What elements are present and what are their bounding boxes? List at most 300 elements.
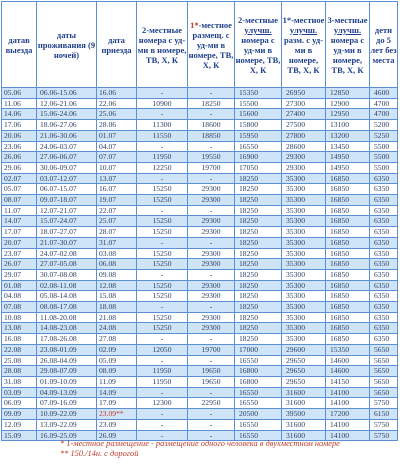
table-cell: 01.09-10.09 — [37, 376, 97, 387]
table-row — [2, 269, 398, 280]
table-cell: 31600 — [282, 430, 326, 441]
table-row — [2, 312, 398, 323]
table-cell: 05.09 — [97, 355, 137, 366]
table-cell: 6350 — [370, 205, 398, 216]
table-cell: 23.09 — [97, 419, 137, 430]
table-cell: 39500 — [282, 409, 326, 420]
table-cell: 35300 — [282, 248, 326, 259]
table-cell: 15250 — [137, 184, 188, 195]
footnotes — [60, 439, 390, 459]
table-cell: 23.08-01.09 — [37, 344, 97, 355]
table-cell: 26.07 — [2, 259, 37, 270]
table-cell: 5650 — [370, 387, 398, 398]
table-cell: 35300 — [282, 312, 326, 323]
table-cell: 35300 — [282, 259, 326, 270]
table-cell: 15250 — [137, 312, 188, 323]
table-cell: 16.09-25.09 — [37, 430, 97, 441]
table-row — [2, 409, 398, 420]
table-cell: 29300 — [188, 248, 235, 259]
header-triple-improved — [326, 2, 370, 88]
table-cell: 17.08-26.08 — [37, 334, 97, 345]
table-cell: 29300 — [188, 195, 235, 206]
double-improved-b: номера с уд-ми в номере, ТВ, Х, К — [235, 34, 281, 75]
table-cell: 17200 — [326, 409, 370, 420]
table-cell: 15250 — [137, 227, 188, 238]
table-cell: 25.06 — [97, 109, 137, 120]
table-cell: - — [188, 419, 235, 430]
table-cell: 14.09 — [97, 387, 137, 398]
table-cell: 29300 — [188, 291, 235, 302]
table-cell: 02.09 — [97, 344, 137, 355]
table-cell: 13.07 — [97, 173, 137, 184]
table-cell: 18.06-27.06 — [37, 120, 97, 131]
table-cell: 12.07-21.07 — [37, 205, 97, 216]
table-cell: 16550 — [235, 430, 282, 441]
table-cell: 08.08-17.08 — [37, 302, 97, 313]
table-cell: 16850 — [326, 302, 370, 313]
table-cell: 16850 — [326, 248, 370, 259]
table-cell: 16850 — [326, 227, 370, 238]
table-cell: 29300 — [282, 162, 326, 173]
table-cell: 27.07-05.08 — [37, 259, 97, 270]
header-children: дети до 5 лет без места — [370, 2, 398, 88]
table-cell: 15600 — [235, 109, 282, 120]
table-cell: 29650 — [282, 366, 326, 377]
table-cell: 06.07-15.07 — [37, 184, 97, 195]
table-row — [2, 323, 398, 334]
table-cell: 15350 — [326, 344, 370, 355]
table-cell: 16900 — [235, 152, 282, 163]
table-cell: 28600 — [282, 141, 326, 152]
table-cell: 14100 — [326, 387, 370, 398]
table-cell: 14.06 — [2, 109, 37, 120]
table-row — [2, 130, 398, 141]
table-cell: 16550 — [235, 387, 282, 398]
table-cell: 15.07-24.07 — [37, 216, 97, 227]
table-cell: 16850 — [326, 269, 370, 280]
table-cell: 27500 — [282, 120, 326, 131]
table-cell: 18250 — [235, 216, 282, 227]
table-cell: 05.07 — [2, 184, 37, 195]
table-cell: 31.07 — [97, 237, 137, 248]
table-cell: 18250 — [235, 291, 282, 302]
table-row — [2, 302, 398, 313]
table-cell: 10.07 — [97, 162, 137, 173]
table-cell: 31600 — [282, 419, 326, 430]
table-row — [2, 227, 398, 238]
table-cell: 5650 — [370, 376, 398, 387]
table-cell: 16550 — [235, 398, 282, 409]
table-cell: 11.07 — [2, 205, 37, 216]
table-cell: 18850 — [188, 130, 235, 141]
table-cell: 13200 — [326, 130, 370, 141]
table-cell: - — [137, 387, 188, 398]
table-cell: 27800 — [282, 130, 326, 141]
table-cell: 07.08 — [2, 302, 37, 313]
table-cell: - — [137, 205, 188, 216]
table-row — [2, 120, 398, 131]
table-cell: 15250 — [137, 291, 188, 302]
table-cell: 18250 — [235, 280, 282, 291]
table-cell: 16.08 — [2, 334, 37, 345]
table-cell: 10.09-22.09 — [37, 409, 97, 420]
table-cell: 18250 — [235, 248, 282, 259]
table-cell: 31.08 — [2, 376, 37, 387]
table-cell: 29600 — [282, 344, 326, 355]
table-row — [2, 184, 398, 195]
table-cell: 15500 — [235, 98, 282, 109]
table-cell: - — [188, 430, 235, 441]
table-cell: 16550 — [235, 419, 282, 430]
table-cell: - — [137, 109, 188, 120]
table-cell: 27.06-06.07 — [37, 152, 97, 163]
table-cell: 02.07 — [2, 173, 37, 184]
table-cell: 15950 — [235, 130, 282, 141]
table-cell: 14100 — [326, 430, 370, 441]
table-row — [2, 248, 398, 259]
table-cell: 30.07-08.08 — [37, 269, 97, 280]
table-row — [2, 216, 398, 227]
table-cell: 15.06-24.06 — [37, 109, 97, 120]
table-row — [2, 162, 398, 173]
table-cell: 27.08 — [97, 334, 137, 345]
table-cell: 16800 — [235, 366, 282, 377]
triple-improved-b: номера с уд-ми в номере, ТВ, Х, К — [330, 34, 365, 75]
table-cell: 24.07-02.08 — [37, 248, 97, 259]
table-cell: 11550 — [137, 130, 188, 141]
table-cell: 07.07 — [97, 152, 137, 163]
table-cell: 17000 — [235, 344, 282, 355]
double-improved-a: 2-местные — [237, 14, 278, 25]
table-cell: 19650 — [188, 376, 235, 387]
table-cell: 09.07-18.07 — [37, 195, 97, 206]
table-cell: 15350 — [235, 88, 282, 99]
table-cell: 16850 — [326, 259, 370, 270]
single-improved-u: улучш. — [289, 24, 318, 35]
table-cell: 5750 — [370, 419, 398, 430]
table-cell: 11950 — [137, 366, 188, 377]
table-cell: 5500 — [370, 162, 398, 173]
table-cell: 6350 — [370, 323, 398, 334]
table-cell: - — [188, 334, 235, 345]
table-cell: 6350 — [370, 227, 398, 238]
table-cell: 29300 — [188, 280, 235, 291]
table-cell: 14950 — [326, 162, 370, 173]
table-cell: 35300 — [282, 302, 326, 313]
table-cell: - — [188, 141, 235, 152]
table-cell: 6350 — [370, 312, 398, 323]
table-cell: 15250 — [137, 323, 188, 334]
table-cell: 35300 — [282, 227, 326, 238]
price-table — [1, 1, 398, 441]
table-cell: 22.08 — [2, 344, 37, 355]
table-cell: 09.09 — [2, 409, 37, 420]
table-cell: - — [188, 269, 235, 280]
table-cell: 29300 — [188, 323, 235, 334]
table-cell: 18.07-27.07 — [37, 227, 97, 238]
table-cell: 25.07 — [97, 216, 137, 227]
table-cell: 29300 — [188, 216, 235, 227]
table-cell: 6350 — [370, 259, 398, 270]
table-cell: 10900 — [137, 98, 188, 109]
table-cell: 6350 — [370, 237, 398, 248]
header-single-improved — [282, 2, 326, 88]
table-cell: 14950 — [326, 152, 370, 163]
table-cell: 01.07 — [97, 130, 137, 141]
table-cell: - — [188, 355, 235, 366]
table-cell: 6350 — [370, 334, 398, 345]
table-cell: - — [188, 237, 235, 248]
table-cell: 29.06 — [2, 162, 37, 173]
table-cell: 6350 — [370, 216, 398, 227]
table-row — [2, 334, 398, 345]
table-cell: - — [137, 88, 188, 99]
single-room-star: 1* — [190, 19, 199, 30]
table-cell: 16.06 — [97, 88, 137, 99]
table-cell: 28.08 — [2, 366, 37, 377]
table-cell: 21.07-30.07 — [37, 237, 97, 248]
table-cell: 28.07 — [97, 227, 137, 238]
table-cell: 13100 — [326, 120, 370, 131]
table-cell: 14100 — [326, 398, 370, 409]
table-cell: 6350 — [370, 280, 398, 291]
table-cell: 06.08 — [97, 259, 137, 270]
table-cell: - — [188, 88, 235, 99]
table-cell: 21.08 — [97, 312, 137, 323]
table-cell: 26.06 — [2, 152, 37, 163]
table-cell: 15250 — [137, 248, 188, 259]
table-cell: 20.06 — [2, 130, 37, 141]
table-row — [2, 366, 398, 377]
table-cell: 4700 — [370, 109, 398, 120]
table-cell: 18250 — [235, 195, 282, 206]
table-cell: 16850 — [326, 291, 370, 302]
table-cell: 5500 — [370, 141, 398, 152]
table-cell: 18250 — [235, 227, 282, 238]
table-cell: 35300 — [282, 334, 326, 345]
single-improved-a: 1*-местное — [282, 14, 325, 25]
table-cell: 19550 — [188, 152, 235, 163]
table-cell: 12300 — [137, 398, 188, 409]
table-cell: 12950 — [326, 109, 370, 120]
table-cell: 15250 — [137, 280, 188, 291]
table-cell: 17.09 — [97, 398, 137, 409]
table-cell: - — [137, 409, 188, 420]
table-cell: 12.09 — [2, 419, 37, 430]
table-cell: 13.08 — [2, 323, 37, 334]
table-row — [2, 237, 398, 248]
table-cell: 03.07-12.07 — [37, 173, 97, 184]
table-cell: 18250 — [235, 323, 282, 334]
table-cell: 04.08 — [2, 291, 37, 302]
table-cell: 04.09-13.09 — [37, 387, 97, 398]
table-cell: 14600 — [326, 355, 370, 366]
table-cell: 16850 — [326, 280, 370, 291]
table-cell: 15250 — [137, 216, 188, 227]
table-cell: 14.08-23.08 — [37, 323, 97, 334]
table-cell: 15250 — [137, 259, 188, 270]
table-cell: 6350 — [370, 195, 398, 206]
table-cell: 18250 — [235, 334, 282, 345]
table-cell: 35300 — [282, 184, 326, 195]
triple-improved-a: 3-местные — [327, 14, 368, 25]
table-cell: 02.08-11.08 — [37, 280, 97, 291]
table-cell: 27400 — [282, 109, 326, 120]
table-row — [2, 205, 398, 216]
table-cell: 12900 — [326, 98, 370, 109]
table-cell: 29300 — [188, 259, 235, 270]
table-cell: 12850 — [326, 88, 370, 99]
table-cell: 17050 — [235, 162, 282, 173]
table-cell: 20500 — [235, 409, 282, 420]
table-cell: - — [188, 302, 235, 313]
table-cell: 10.08 — [2, 312, 37, 323]
table-cell: 29300 — [282, 152, 326, 163]
table-cell: 16850 — [326, 173, 370, 184]
table-cell: 12250 — [137, 162, 188, 173]
table-cell: - — [137, 430, 188, 441]
table-cell: 16850 — [326, 205, 370, 216]
table-cell: 18.08 — [97, 302, 137, 313]
table-row — [2, 344, 398, 355]
table-cell: 03.09 — [2, 387, 37, 398]
table-cell: 17.06 — [2, 120, 37, 131]
table-cell: 26.08-04.09 — [37, 355, 97, 366]
single-room-label: -местное размещ. с уд-ми в номере, ТВ, Х, К — [188, 19, 234, 70]
table-cell: 14100 — [326, 419, 370, 430]
table-cell: 29300 — [188, 227, 235, 238]
table-cell: 14150 — [326, 376, 370, 387]
table-cell: 17.07 — [2, 227, 37, 238]
table-cell: 05.08-14.08 — [37, 291, 97, 302]
table-row — [2, 387, 398, 398]
table-cell: 19700 — [188, 344, 235, 355]
table-cell: 18600 — [188, 120, 235, 131]
table-cell: 5750 — [370, 398, 398, 409]
table-cell: 09.08 — [97, 269, 137, 280]
table-cell: 15250 — [137, 195, 188, 206]
table-cell: - — [137, 419, 188, 430]
table-cell: - — [137, 302, 188, 313]
table-cell: 6350 — [370, 269, 398, 280]
table-cell: 16850 — [326, 237, 370, 248]
table-cell: 08.09 — [97, 366, 137, 377]
table-cell: 18250 — [235, 312, 282, 323]
table-cell: 16550 — [235, 355, 282, 366]
header-stay-dates: даты проживания (9 ночей) — [37, 2, 97, 88]
table-cell: - — [188, 205, 235, 216]
table-cell: 08.07 — [2, 195, 37, 206]
table-cell: - — [188, 109, 235, 120]
table-cell: - — [137, 269, 188, 280]
table-cell: - — [137, 334, 188, 345]
table-cell: 23.07 — [2, 248, 37, 259]
table-cell: 5650 — [370, 366, 398, 377]
table-cell: 15.08 — [97, 291, 137, 302]
table-cell: 35300 — [282, 291, 326, 302]
table-cell: 4700 — [370, 98, 398, 109]
table-cell: 18250 — [235, 259, 282, 270]
table-row — [2, 398, 398, 409]
table-cell: 31600 — [282, 398, 326, 409]
triple-improved-u: улучш. — [333, 24, 362, 35]
table-row — [2, 173, 398, 184]
table-cell: - — [188, 409, 235, 420]
table-cell: 06.09 — [2, 398, 37, 409]
table-cell: 4600 — [370, 88, 398, 99]
table-row — [2, 195, 398, 206]
table-row — [2, 280, 398, 291]
table-row — [2, 98, 398, 109]
table-row — [2, 355, 398, 366]
table-cell: 35300 — [282, 269, 326, 280]
table-cell: 19.07 — [97, 195, 137, 206]
table-cell: 29300 — [188, 184, 235, 195]
table-cell: 23.06 — [2, 141, 37, 152]
table-cell: 18250 — [235, 237, 282, 248]
table-cell: 14600 — [326, 366, 370, 377]
table-cell: 25.08 — [2, 355, 37, 366]
table-cell: 05.06 — [2, 88, 37, 99]
table-row — [2, 376, 398, 387]
table-cell: 21.06-30.06 — [37, 130, 97, 141]
table-cell: 15800 — [235, 120, 282, 131]
header-single-room — [188, 2, 235, 88]
table-cell: - — [137, 141, 188, 152]
table-cell: 14.07 — [2, 216, 37, 227]
table-cell: 5650 — [370, 355, 398, 366]
table-cell: - — [137, 237, 188, 248]
table-cell: 03.08 — [97, 248, 137, 259]
table-cell: 35300 — [282, 205, 326, 216]
table-cell: 15.09 — [2, 430, 37, 441]
table-cell: 35300 — [282, 323, 326, 334]
table-cell: 5250 — [370, 130, 398, 141]
table-cell: 11.08-20.08 — [37, 312, 97, 323]
table-cell: 35300 — [282, 216, 326, 227]
table-cell: - — [188, 173, 235, 184]
table-cell: 5650 — [370, 344, 398, 355]
header-row — [2, 2, 398, 88]
header-double-room: 2-местные номера с уд-ми в номере, ТВ, Х, К — [137, 2, 188, 88]
table-cell: 04.07 — [97, 141, 137, 152]
table-cell: 16850 — [326, 184, 370, 195]
table-cell: 11300 — [137, 120, 188, 131]
table-cell: 18250 — [235, 269, 282, 280]
table-row — [2, 88, 398, 99]
table-cell: 35300 — [282, 280, 326, 291]
table-cell: 16850 — [326, 195, 370, 206]
table-cell: 6350 — [370, 173, 398, 184]
table-cell: 18250 — [235, 173, 282, 184]
table-cell: 22.06 — [97, 98, 137, 109]
table-cell: - — [137, 355, 188, 366]
table-cell: 18250 — [235, 184, 282, 195]
table-cell: 11950 — [137, 376, 188, 387]
table-cell: 35300 — [282, 173, 326, 184]
table-cell: 23.09** — [97, 409, 137, 420]
table-cell: 06.06-15.06 — [37, 88, 97, 99]
table-cell: 11950 — [137, 152, 188, 163]
table-row — [2, 259, 398, 270]
table-cell: 35300 — [282, 237, 326, 248]
table-cell: 5750 — [370, 430, 398, 441]
table-cell: 19650 — [188, 366, 235, 377]
table-row — [2, 141, 398, 152]
double-improved-u: улучш. — [244, 24, 272, 35]
table-cell: 07.09-16.09 — [37, 398, 97, 409]
table-cell: 6350 — [370, 291, 398, 302]
